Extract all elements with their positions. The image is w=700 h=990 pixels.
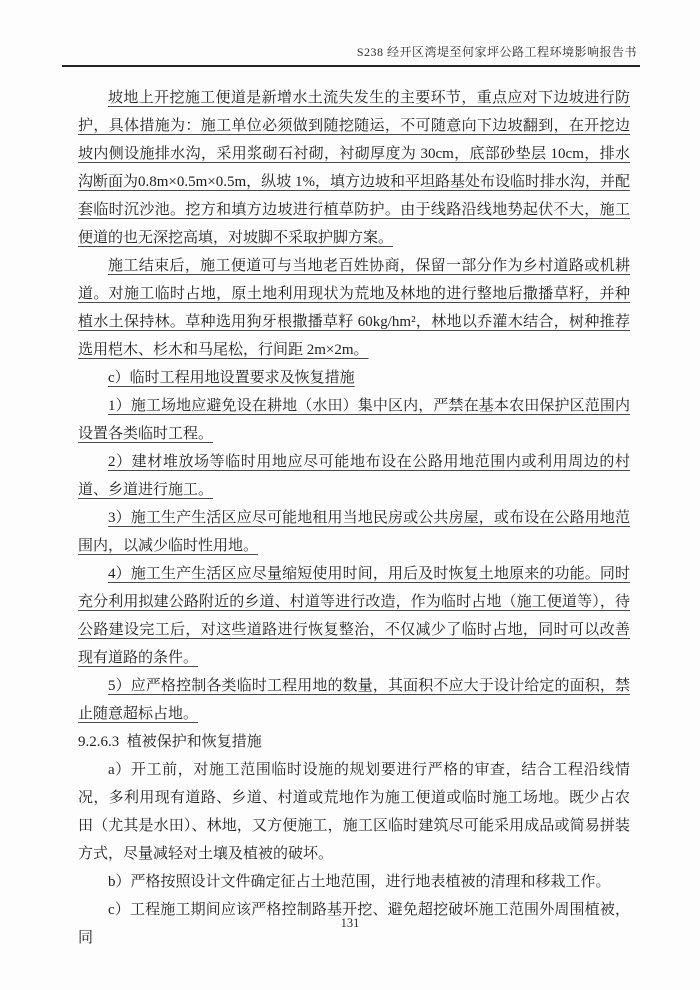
running-header-title: S238 经开区湾堤至何家坪公路工程环境影响报告书	[356, 45, 637, 59]
paragraph: 施工结束后，施工便道可与当地老百姓协商，保留一部分作为乡村道路或机耕道。对施工临时占地，原土地利用现状为荒地及林地的进行整地后撒播草籽，并种植水土保持林。草种选用狗牙根撒播草籽 60kg/hm²，林地以乔灌木结合，树种推荐选用桤木、杉木和马尾松，行间距 2m×2m。	[78, 258, 630, 358]
paragraph: 2）建材堆放场等临时用地应尽可能地布设在公路用地范围内或利用周边的村道、乡道进行施工。	[78, 454, 630, 498]
paragraph: a）开工前，对施工范围临时设施的规划要进行严格的审查，结合工程沿线情况，多利用现有道路、乡道、村道或荒地作为施工便道或临时施工场地。既少占农田（尤其是水田）、林地，又方便施工，施工区临时建筑尽可能采用成品或简易拼装方式，尽量减轻对土壤及植被的破坏。	[78, 762, 630, 862]
page-number: 131	[340, 916, 360, 930]
paragraph: 坡地上开挖施工便道是新增水土流失发生的主要环节，重点应对下边坡进行防护，具体措施为：施工单位必须做到随挖随运，不可随意向下边坡翻到，在开挖边坡内侧设施排水沟，采用浆砌石衬砌，衬砌厚度为 30cm，底部砂垫层 10cm，排水沟断面为0.8m×0.5m×0.5m，纵坡 1%，填方边坡和平坦路基处布设临时排水沟，并配套临时沉沙池。挖方和填方边坡进行植草防护。由于线路沿线地势起伏不大，施工便道的也无深挖高填，对坡脚不采取护脚方案。	[78, 90, 630, 246]
paragraph: 1）施工场地应避免设在耕地（水田）集中区内，严禁在基本农田保护区范围内设置各类临时工程。	[78, 398, 630, 442]
page-header	[62, 44, 637, 60]
paragraph: 4）施工生产生活区应尽量缩短使用时间，用后及时恢复土地原来的功能。同时充分利用拟建公路附近的乡道、村道等进行改造，作为临时占地（施工便道等），待公路建设完工后，对这些道路进行恢复整治，不仅减少了临时占地，同时可以改善现有道路的条件。	[78, 566, 630, 666]
paragraph: 3）施工生产生活区应尽可能地租用当地民房或公共房屋，或布设在公路用地范围内，以减少临时性用地。	[78, 510, 630, 554]
header-rule	[62, 65, 640, 67]
paragraph: b）严格按照设计文件确定征占土地范围，进行地表植被的清理和移栽工作。	[108, 874, 611, 890]
paragraph: c）临时工程用地设置要求及恢复措施	[108, 370, 355, 386]
page-body	[78, 84, 630, 952]
paragraph: c）工程施工期间应该严格控制路基开挖、避免超挖破坏施工范围外周围植被，同	[78, 902, 630, 946]
page-footer	[0, 916, 700, 931]
paragraph: 5）应严格控制各类临时工程用地的数量，其面积不应大于设计给定的面积，禁止随意超标占地。	[78, 678, 630, 722]
section-heading: 9.2.6.3 植被保护和恢复措施	[78, 734, 262, 750]
